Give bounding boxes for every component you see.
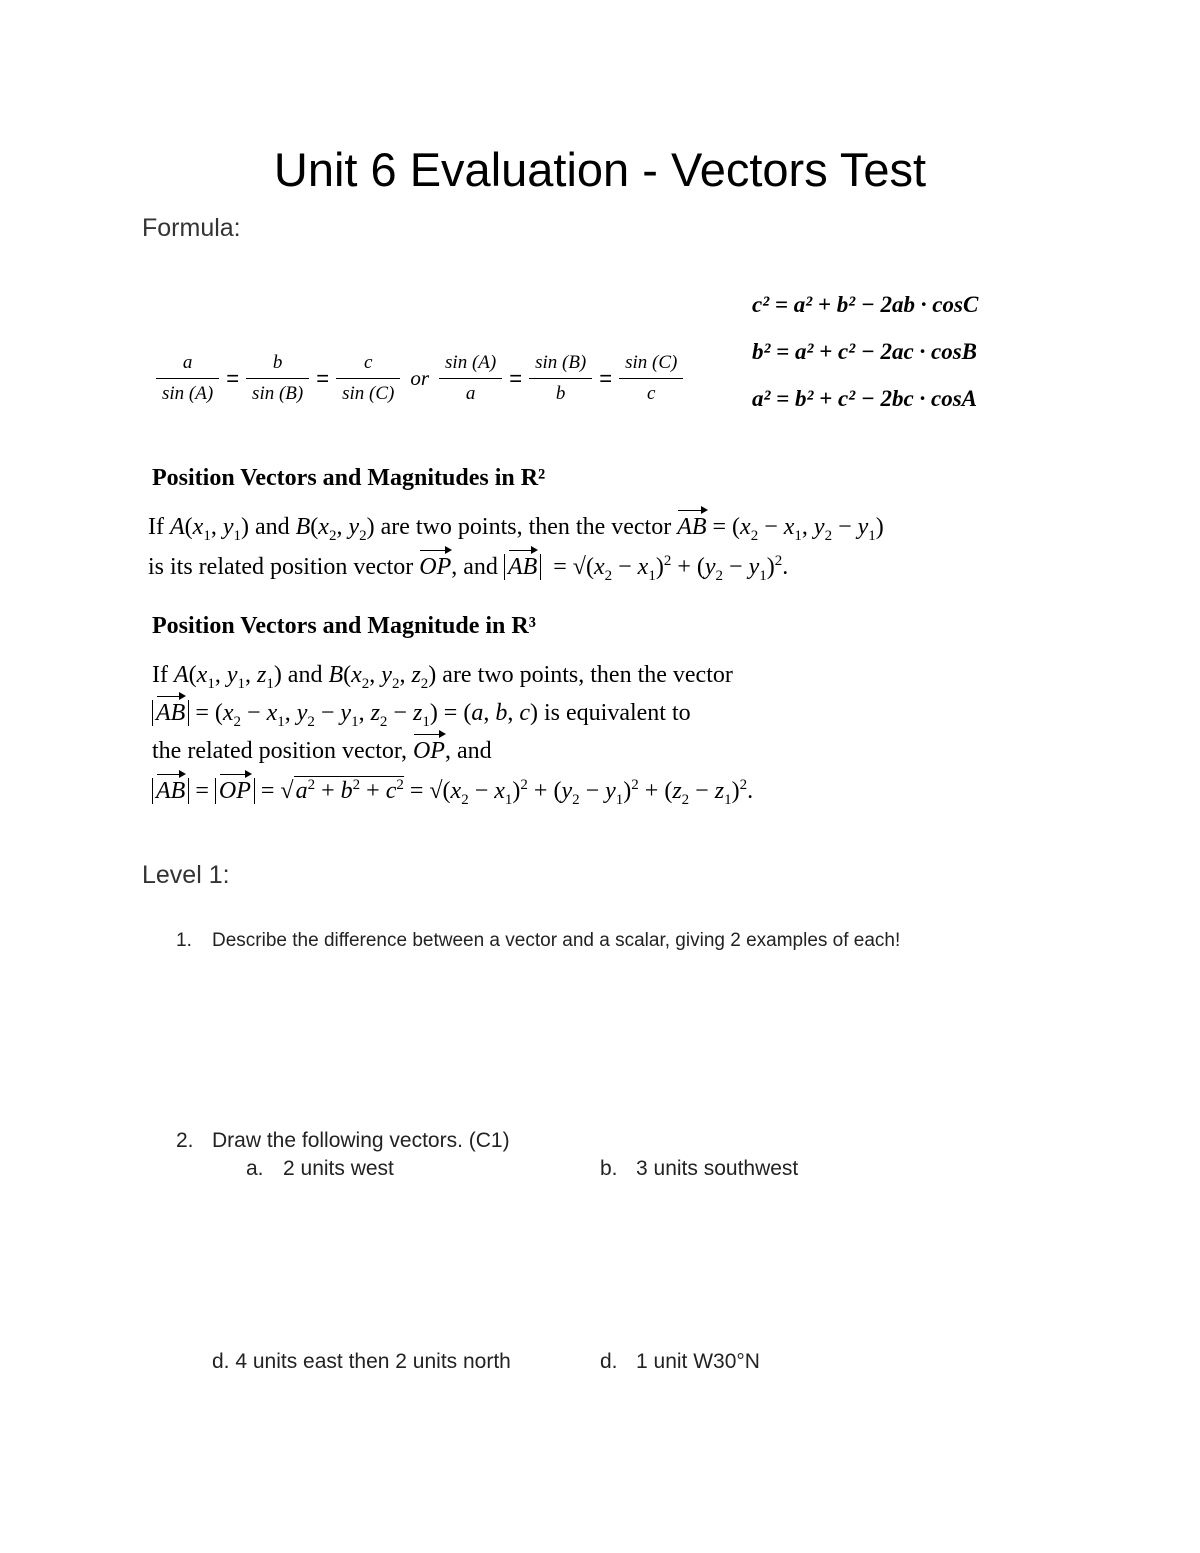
sine-fraction-5: $\frac{\sin (B)}{b}$ [529,352,592,405]
sine-fraction-1: $\frac{a}{\sin (A)}$ [156,352,219,405]
part-a-text: 2 units west [283,1157,394,1180]
question-1-text: Describe the difference between a vector and a scalar, giving 2 examples of each! [212,930,901,951]
sine-law-formula: $\frac{a}{\sin (A)}$ = $\frac{b}{\sin (B)}$ = $\frac{c}{\sin (C)}$ or $\frac{\sin (A)}{a}$ = $\frac{\sin (B)}{b}$ = $\frac{\sin (C)}{c}$ [152,352,687,405]
question-2-text: Draw the following vectors. (C1) [212,1129,510,1152]
part-c-text: d. 4 units east then 2 units north [212,1350,511,1373]
part-a-marker: a. [246,1157,264,1180]
formula-label: Formula: [142,214,241,242]
question-1-number: 1. [176,930,192,951]
r3-heading: Position Vectors and Magnitude in R³ [152,613,536,639]
r2-definition-line-2: is its related position vector OP, and AB = $√(x_2 - x_1)^2 + (y_2 - y_1)^2$. [148,553,789,584]
level-label: Level 1: [142,861,230,889]
r3-definition-line-1: If $A(x_1$, $y_1$, $z_1$) and $B(x_2$, $y_2$, $z_2$) are two points, then the vector [152,662,733,692]
cosine-law-a: a² = b² + c² − 2bc · cosA [752,386,978,411]
cosine-law-c: c² = a² + b² − 2ab · cosC [752,292,979,317]
r3-definition-line-2: AB = ($x_2 - x_1$, $y_2 - y_1$, $z_2 - z_1) = (a$, b, c) is equivalent to [152,700,691,731]
r2-heading: Position Vectors and Magnitudes in R² [152,465,546,491]
page-title: Unit 6 Evaluation - Vectors Test [273,143,927,196]
part-b-text: 3 units southwest [636,1157,799,1180]
r2-definition-line-1: If $A(x_1$, $y_1$) and $B(x_2$, $y_2$) are two points, then the vector AB = ($x_2 - x_1$, $y_2 - y_1$) [148,514,884,544]
cosine-law-b: b² = a² + c² − 2ac · cosB [752,339,978,364]
r3-definition-line-4: AB = OP = $√a^2 + b^2 + c^2 = √(x_2 - x_1)^2 + (y_2 - y_1)^2 + (z_2 - z_1)^2$. [152,776,753,809]
r3-definition-line-3: the related position vector, OP, and [152,738,492,764]
sine-fraction-4: $\frac{\sin (A)}{a}$ [439,352,502,405]
part-d-marker: d. [600,1350,618,1373]
part-d-text: 1 unit W30°N [636,1350,760,1373]
part-b-marker: b. [600,1157,618,1180]
sine-fraction-2: $\frac{b}{\sin (B)}$ [246,352,309,405]
sine-fraction-3: $\frac{c}{\sin (C)}$ [336,352,400,405]
sine-fraction-6: $\frac{\sin (C)}{c}$ [619,352,683,405]
question-2-number: 2. [176,1129,194,1152]
